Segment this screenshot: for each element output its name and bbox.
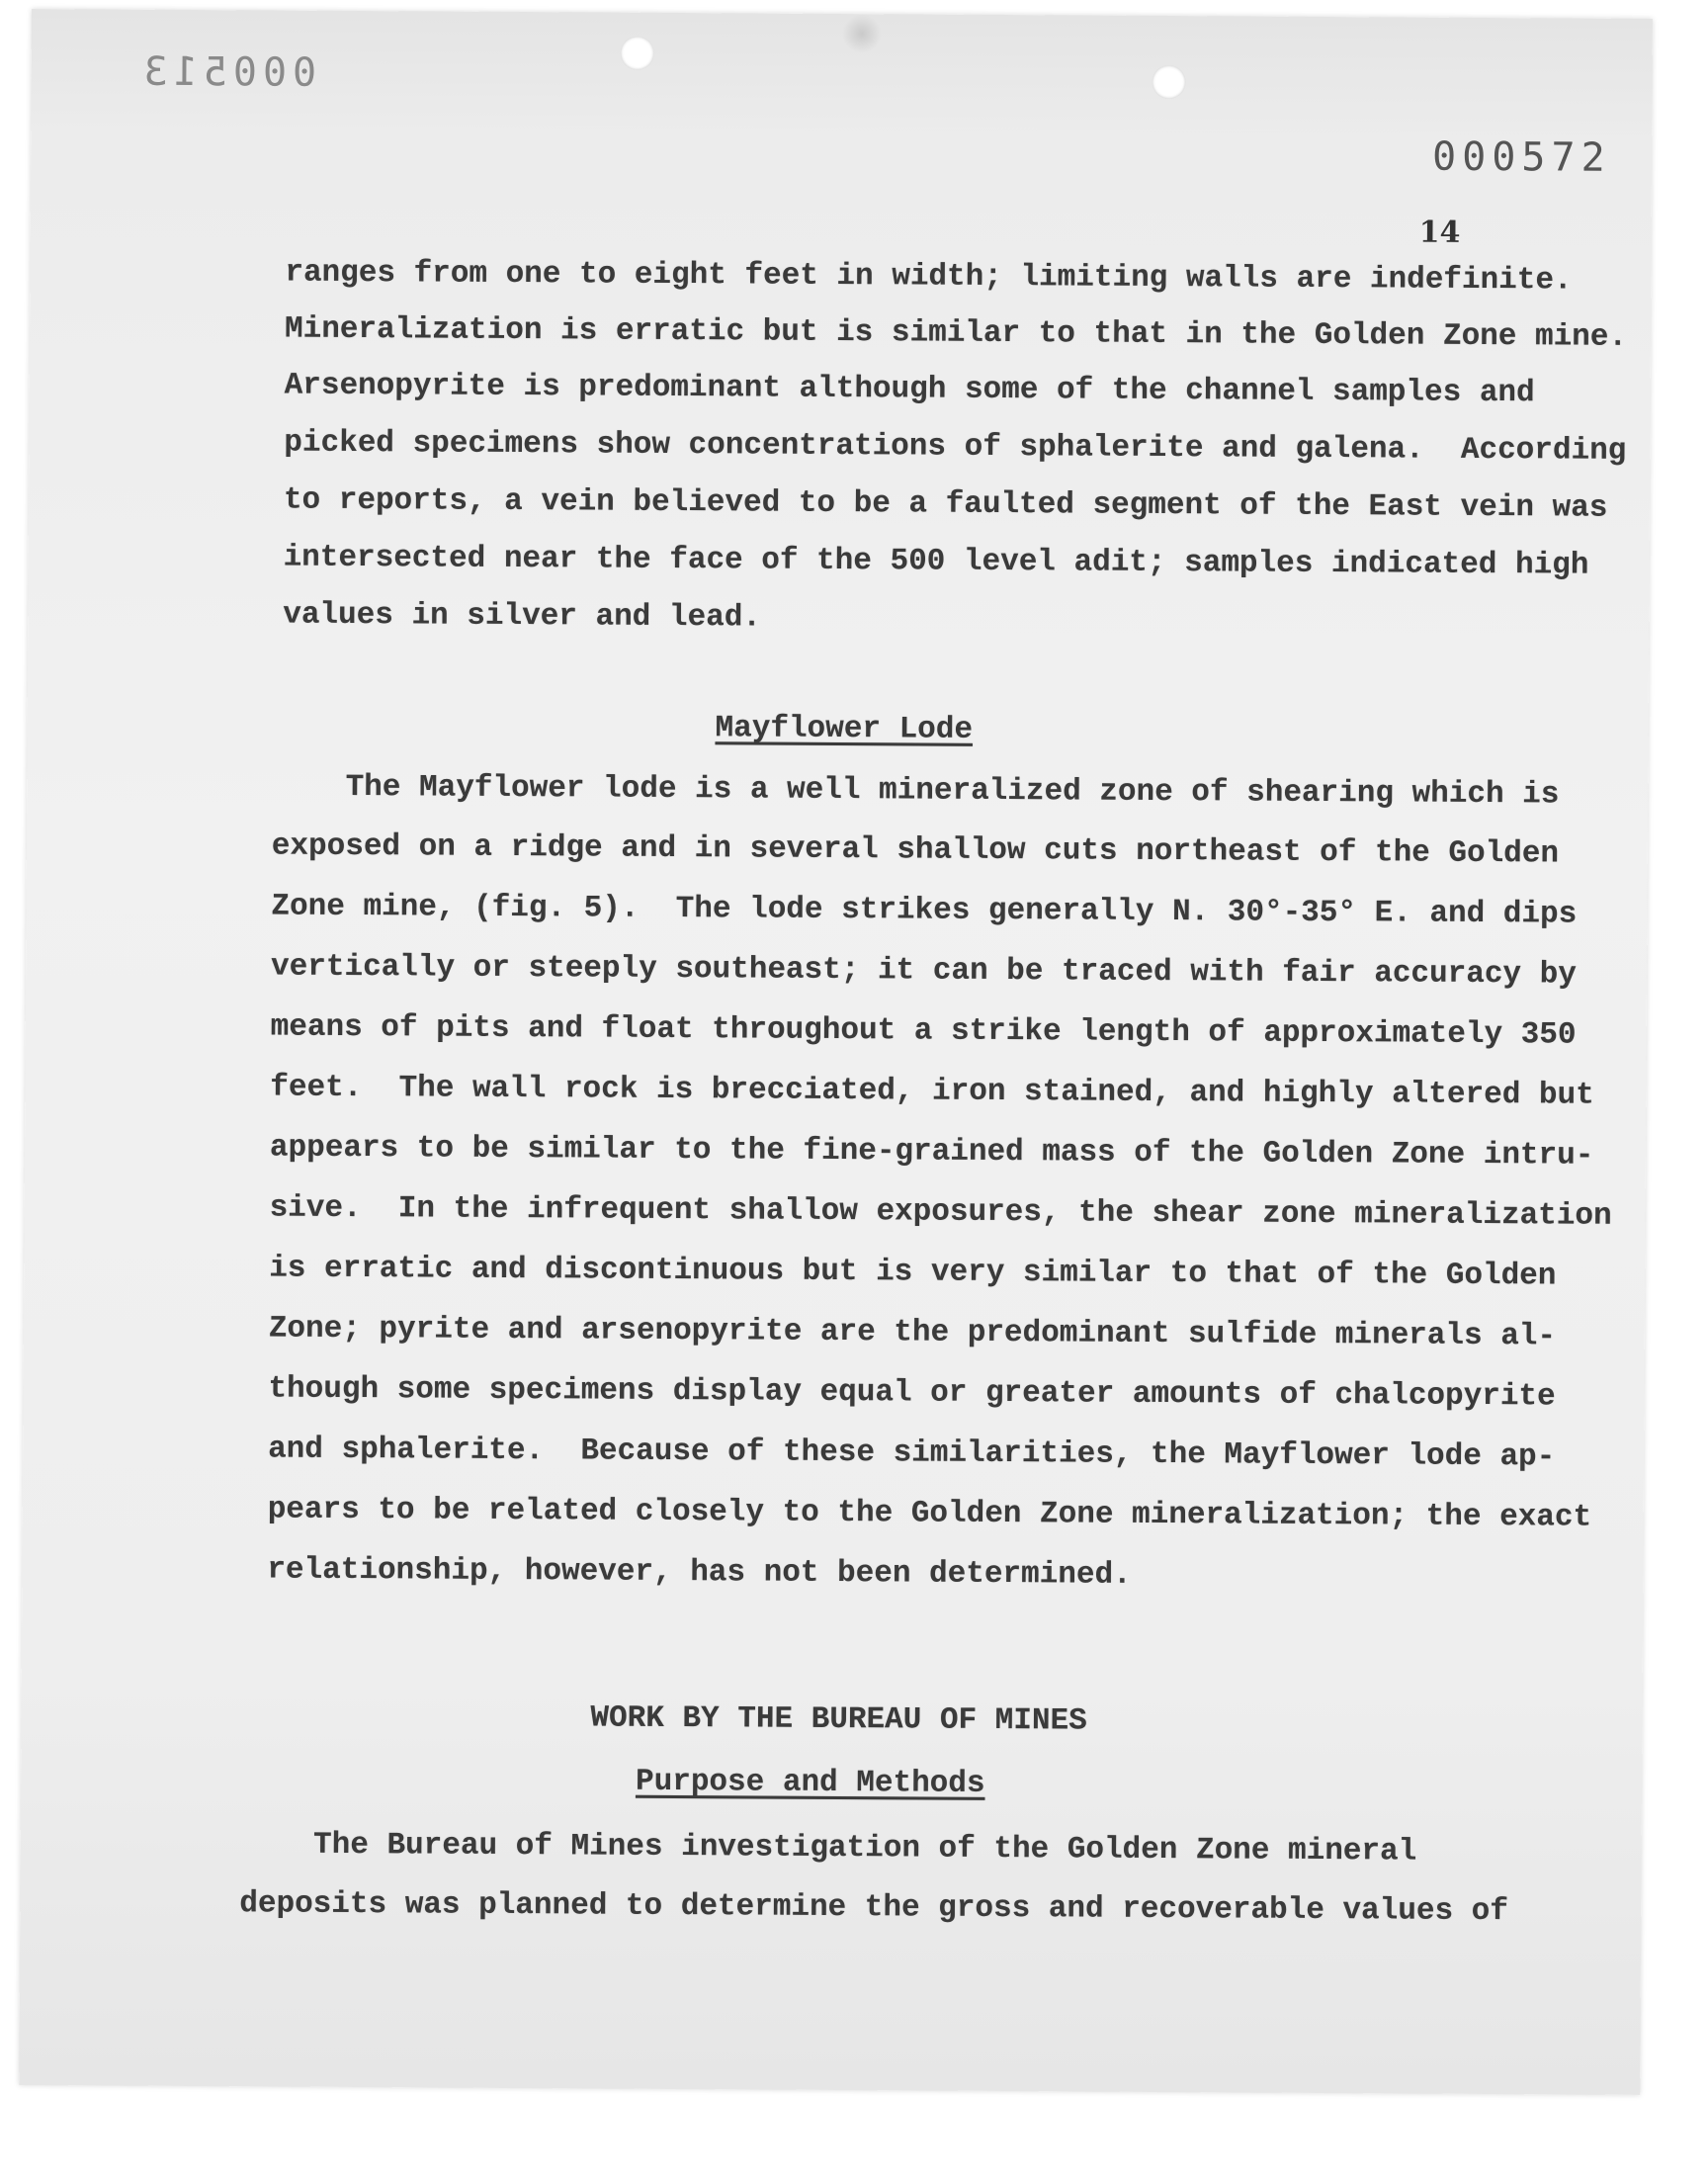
continuation-paragraph [283, 255, 1628, 636]
text-line: picked specimens show concentrations of sphalerite and galena. According [284, 425, 1627, 469]
paper-clip-shadow [842, 14, 882, 53]
text-line: Zone; pyrite and arsenopyrite are the predominant sulfide minerals al- [268, 1311, 1557, 1354]
text-line: Zone mine, (fig. 5). The lode strikes generally N. 30°-35° E. and dips [271, 889, 1578, 932]
text-line: values in silver and lead. [283, 597, 762, 636]
punch-hole-left [621, 37, 654, 70]
text-line: The Mayflower lode is a well mineralized zone of shearing which is [272, 769, 1560, 813]
text-line: though some specimens display equal or greater amounts of chalcopyrite [268, 1371, 1556, 1415]
text-line: intersected near the face of the 500 level adit; samples indicated high [283, 540, 1589, 583]
text-line: to reports, a vein believed to be a faulted segment of the East vein was [283, 482, 1608, 526]
section-heading: WORK BY THE BUREAU OF MINES [590, 1700, 1087, 1739]
document-number-stamp: 000572 [1431, 133, 1611, 181]
mayflower-lode-heading: Mayflower Lode [715, 711, 974, 747]
mayflower-paragraph [267, 769, 1612, 1593]
text-line: Arsenopyrite is predominant although some of the channel samples and [284, 368, 1535, 411]
text-line: is erratic and discontinuous but is very similar to that of the Golden [269, 1251, 1557, 1294]
text-line: ranges from one to eight feet in width; limiting walls are indefinite. [285, 255, 1573, 299]
text-line: relationship, however, has not been determined. [267, 1552, 1132, 1593]
document-page [19, 9, 1653, 2095]
page-number: 14 [1418, 215, 1461, 250]
text-line: deposits was planned to determine the gross and recoverable values of [239, 1886, 1509, 1930]
text-line: and sphalerite. Because of these similarities, the Mayflower lode ap- [268, 1432, 1556, 1475]
purpose-methods-heading: Purpose and Methods [635, 1764, 985, 1801]
text-line: exposed on a ridge and in several shallow cuts northeast of the Golden [271, 828, 1560, 872]
punch-hole-right [1152, 65, 1185, 99]
text-line: sive. In the infrequent shallow exposures, the shear zone mineralization [269, 1190, 1612, 1234]
purpose-paragraph [239, 1827, 1509, 1965]
text-line: vertically or steeply southeast; it can be traced with fair accuracy by [270, 949, 1578, 993]
text-line: The Bureau of Mines investigation of the Golden Zone mineral [239, 1827, 1417, 1870]
text-line: feet. The wall rock is brecciated, iron stained, and highly altered but [270, 1070, 1594, 1113]
bleed-through-stamp: 000513 [137, 48, 317, 96]
text-line: Mineralization is erratic but is similar to that in the Golden Zone mine. [284, 311, 1628, 355]
text-line: pears to be related closely to the Golden Zone mineralization; the exact [267, 1492, 1592, 1535]
text-line: appears to be similar to the fine-grained mass of the Golden Zone intru- [269, 1130, 1594, 1174]
text-line: means of pits and float throughout a strike length of approximately 350 [270, 1009, 1577, 1053]
